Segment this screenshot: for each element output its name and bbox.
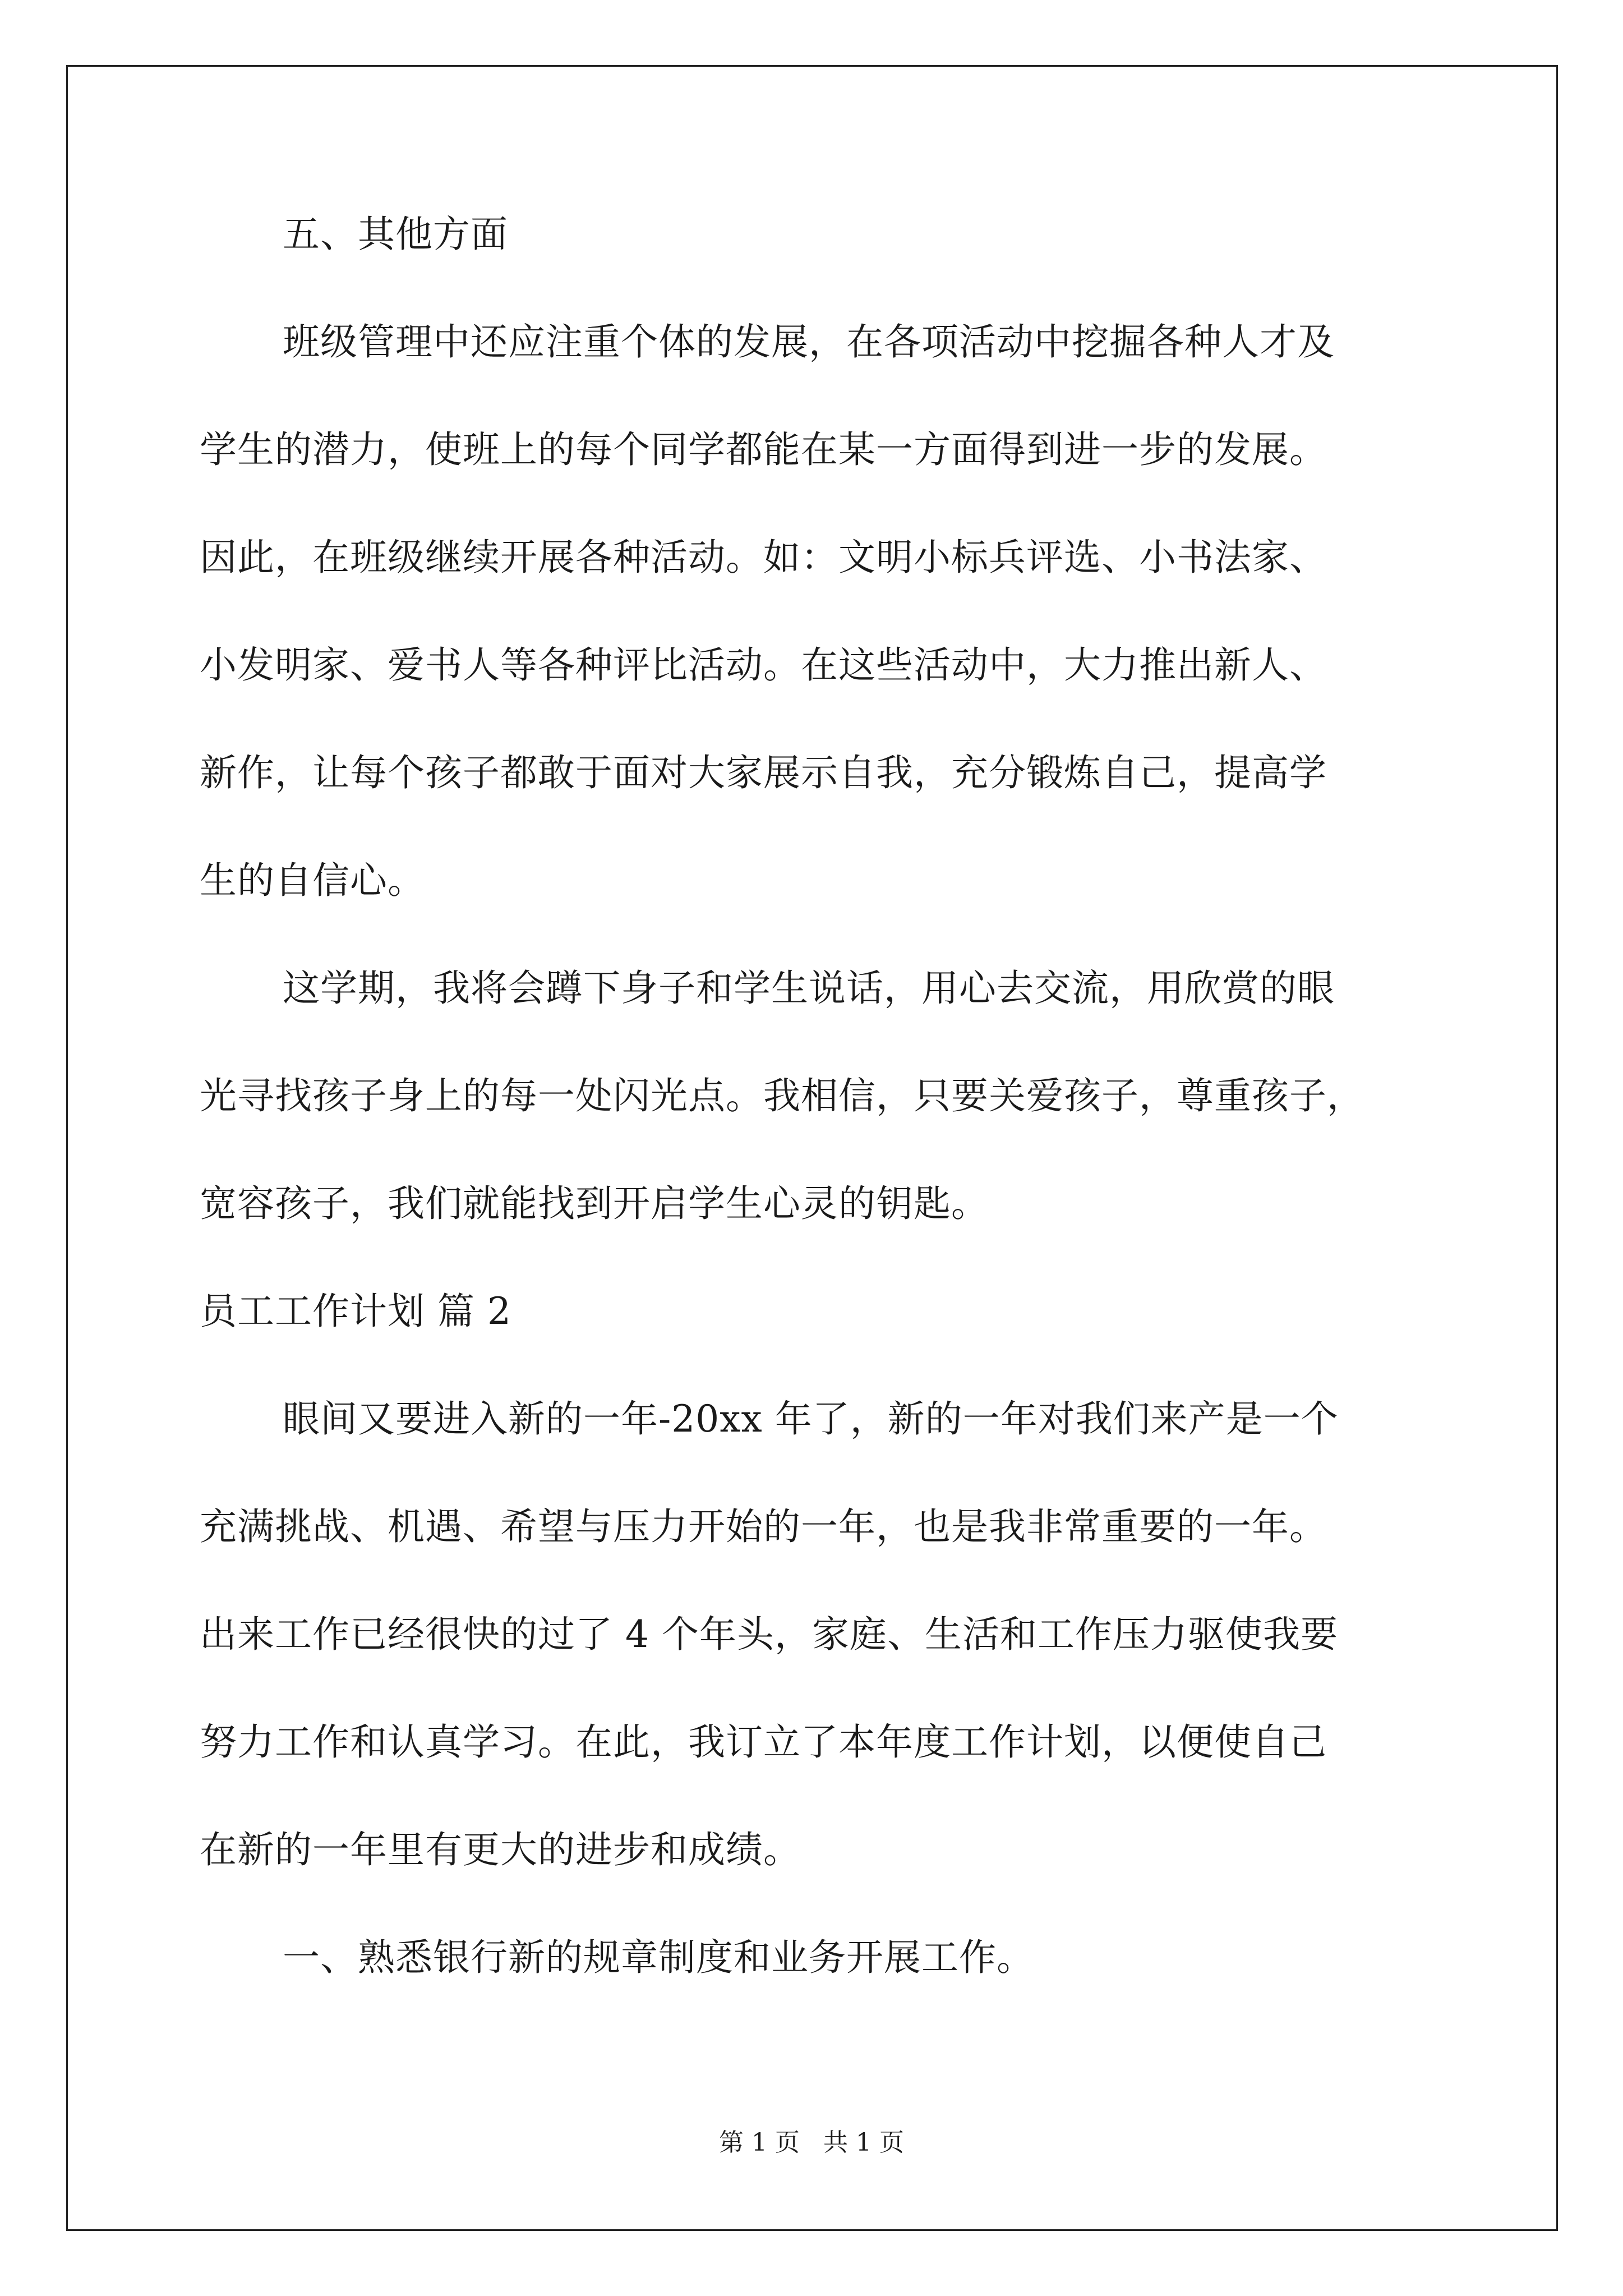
paragraph-line: 小发明家、爱书人等各种评比活动。在这些活动中，大力推出新人、 [200, 643, 1327, 687]
paragraph-line: 学生的潜力，使班上的每个同学都能在某一方面得到进一步的发展。 [200, 428, 1327, 471]
page-total: 共 1 页 [823, 2128, 904, 2157]
section-title-plan-part-2: 员工工作计划 篇 2 [200, 1290, 511, 1333]
paragraph-line: 眼间又要进入新的一年-20xx 年了，新的一年对我们来产是一个 [283, 1397, 1339, 1441]
paragraph-line: 充满挑战、机遇、希望与压力开始的一年，也是我非常重要的一年。 [200, 1505, 1327, 1548]
section-heading-other-aspects: 五、其他方面 [283, 213, 508, 256]
paragraph-line: 这学期，我将会蹲下身子和学生说话，用心去交流，用欣赏的眼 [283, 967, 1335, 1010]
paragraph-line: 因此，在班级继续开展各种活动。如：文明小标兵评选、小书法家、 [200, 536, 1327, 579]
paragraph-line: 班级管理中还应注重个体的发展，在各项活动中挖掘各种人才及 [283, 320, 1335, 364]
page-number: 第 1 页 [719, 2128, 800, 2157]
paragraph-line: 一、熟悉银行新的规章制度和业务开展工作。 [283, 1936, 1034, 1979]
page-footer [0, 2126, 1623, 2160]
paragraph-line: 在新的一年里有更大的进步和成绩。 [200, 1828, 801, 1871]
paragraph-line: 努力工作和认真学习。在此，我订立了本年度工作计划，以便使自己 [200, 1720, 1327, 1764]
paragraph-line: 生的自信心。 [200, 859, 425, 902]
paragraph-line: 光寻找孩子身上的每一处闪光点。我相信，只要关爱孩子，尊重孩子， [200, 1074, 1364, 1117]
paragraph-line: 新作，让每个孩子都敢于面对大家展示自我，充分锻炼自己，提高学 [200, 751, 1327, 794]
document-body [200, 208, 1433, 1985]
paragraph-line: 宽容孩子，我们就能找到开启学生心灵的钥匙。 [200, 1182, 989, 1225]
paragraph-line: 出来工作已经很快的过了 4 个年头，家庭、生活和工作压力驱使我要 [200, 1613, 1338, 1656]
